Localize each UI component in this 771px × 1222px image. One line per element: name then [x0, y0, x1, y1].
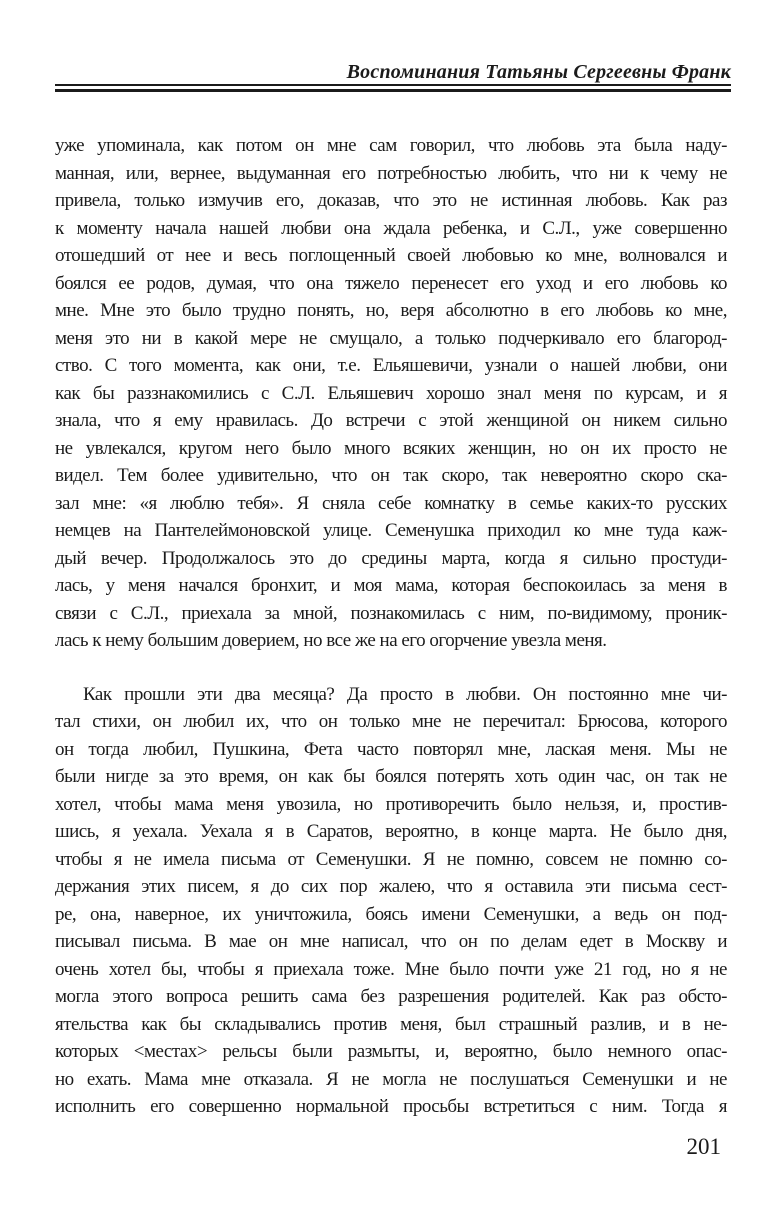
text-line: шись, я уехала. Уехала я в Саратов, вероятно, в конце марта. Не было дня,	[55, 821, 727, 842]
text-line: очень хотел бы, чтобы я приехала тоже. Мне было почти уже 21 год, но я не	[55, 958, 727, 980]
text-line: но ехать. Мама мне отказала. Я не могла не послушаться Семенушки и не	[55, 1068, 727, 1090]
text-line: к моменту начала нашей любви она ждала ребенка, и С.Л., уже совершенно	[55, 217, 727, 239]
text-line: дый вечер. Продолжалось это до средины марта, когда я сильно простуди-	[55, 547, 727, 569]
text-line: которых <местах> рельсы были размыты, и, вероятно, было немного опас-	[55, 1041, 727, 1062]
text-line: знала, что я ему нравилась. До встречи с этой женщиной он никем сильно	[55, 410, 727, 431]
text-line: исполнить его совершенно нормальной просьбы встретиться с ним. Тогда я	[55, 1096, 727, 1117]
paragraph	[55, 681, 727, 1121]
running-header	[55, 60, 731, 84]
text-line: ятельства как бы складывались против меня, был страшный разлив, и в не-	[55, 1013, 727, 1035]
text-line: уже упоминала, как потом он мне сам говорил, что любовь эта была наду-	[55, 135, 727, 156]
text-line: боялся ее родов, думая, что она тяжело перенесет его уход и его любовь ко	[55, 272, 727, 294]
text-line: были нигде за это время, он как бы боялся потерять хоть один час, он так не	[55, 766, 727, 787]
text-line: тал стихи, он любил их, что он только мне не перечитал: Брюсова, которого	[55, 711, 727, 732]
text-line: лась к нему большим доверием, но все же на его огорчение увезла меня.	[55, 630, 607, 651]
text-line: Как прошли эти два месяца? Да просто в любви. Он постоянно мне чи-	[83, 683, 727, 705]
text-line: отошедший от нее и весь поглощенный своей любовью ко мне, волновался и	[55, 245, 727, 266]
text-line: хотел, чтобы мама меня увозила, но противоречить было нельзя, и, простив-	[55, 793, 727, 815]
text-line: ре, она, наверное, их уничтожила, боясь имени Семенушки, а ведь он под-	[55, 903, 727, 925]
text-line: мне. Мне это было трудно понять, но, веря абсолютно в его любовь ко мне,	[55, 300, 727, 321]
text-line: меня это ни в какой мере не смущало, а только подчеркивало его благород-	[55, 327, 727, 349]
text-line: манная, или, вернее, выдуманная его потребностью любить, что ни к чему не	[55, 162, 727, 184]
text-line: зал мне: «я люблю тебя». Я сняла себе комнатку в семье каких-то русских	[55, 492, 727, 514]
text-line: лась, у меня начался бронхит, и моя мама, которая беспокоилась за меня в	[55, 575, 727, 596]
text-line: связи с С.Л., приехала за мной, познакомилась с ним, по-видимому, проник-	[55, 602, 727, 624]
running-header-title: Воспоминания Татьяны Сергеевны Франк	[346, 61, 731, 83]
text-line: не увлекался, кругом него было много всяких женщин, но он их просто не	[55, 437, 727, 459]
text-line: видел. Тем более удивительно, что он так скоро, так невероятно скоро ска-	[55, 465, 727, 486]
header-rule	[55, 84, 731, 92]
text-line: ство. С того момента, как они, т.е. Ельяшевичи, узнали о нашей любви, они	[55, 355, 727, 376]
text-line: немцев на Пантелеймоновской улице. Семенушка приходил ко мне туда каж-	[55, 520, 727, 541]
text-line: как бы раззнакомились с С.Л. Ельяшевич хорошо знал меня по курсам, и я	[55, 382, 727, 404]
text-line: могла этого вопроса решить сама без разрешения родителей. Как раз обсто-	[55, 986, 727, 1007]
paragraph	[55, 132, 727, 655]
text-line: привела, только измучив его, доказав, что это не истинная любовь. Как раз	[55, 190, 727, 211]
text-line: чтобы я не имела письма от Семенушки. Я не помню, совсем не помню со-	[55, 848, 727, 870]
text-line: писывал письма. В мае он мне написал, что он по делам едет в Москву и	[55, 931, 727, 952]
text-line: держания этих писем, я до сих пор жалею, что я оставила эти письма сест-	[55, 876, 727, 897]
page-number: 201	[686, 1134, 721, 1159]
page-text	[55, 132, 727, 1121]
text-line: он тогда любил, Пушкина, Фета часто повторял мне, лаская меня. Мы не	[55, 738, 727, 760]
